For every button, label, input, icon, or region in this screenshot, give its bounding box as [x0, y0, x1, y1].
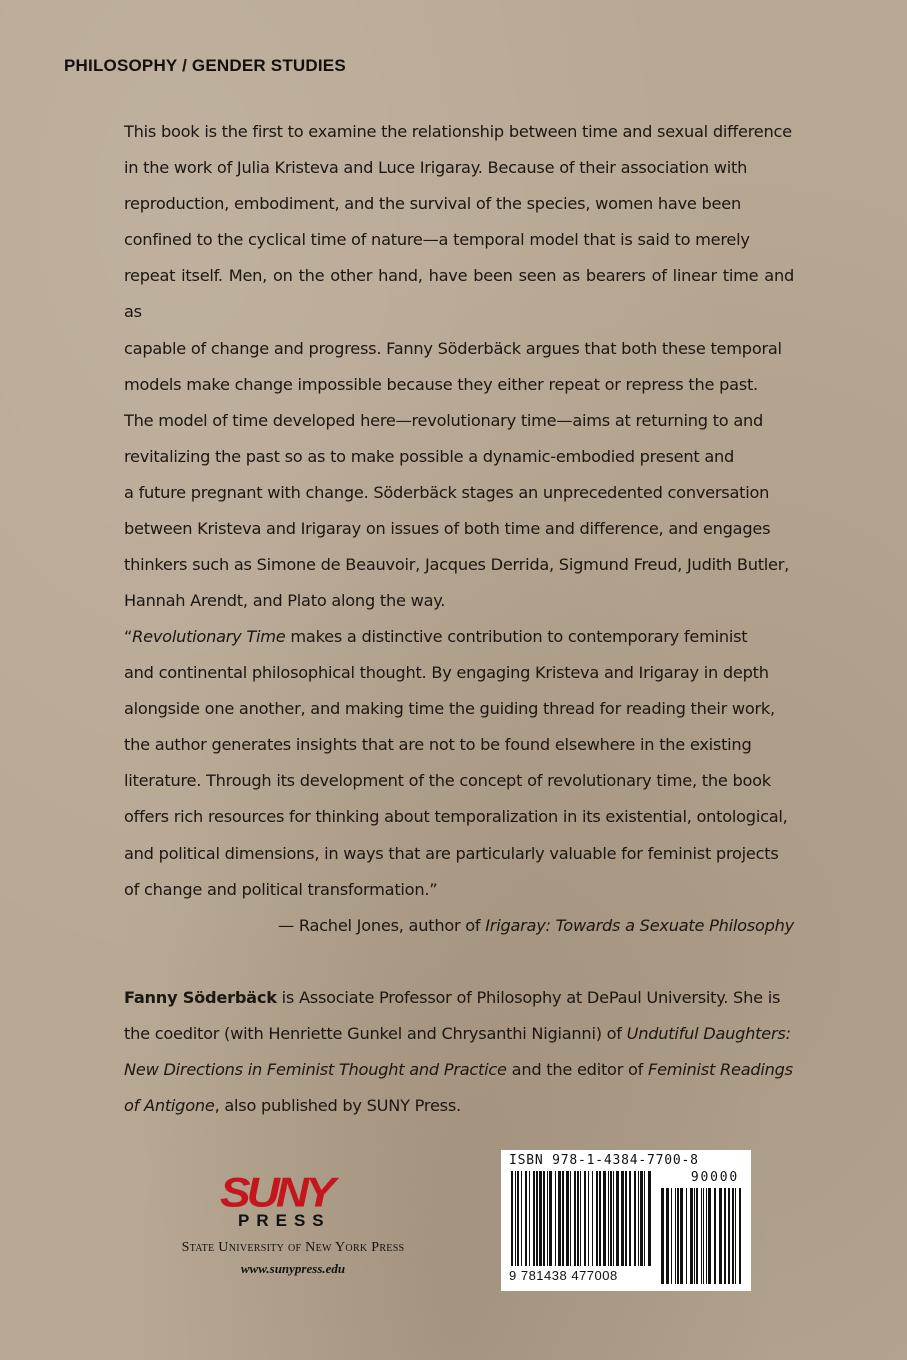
barcode-bar: [555, 1171, 556, 1266]
description-line: reproduction, embodiment, and the survival of the species, women have been: [124, 194, 741, 214]
press-logo-word: PRESS: [238, 1211, 331, 1230]
author-bio: [124, 980, 794, 1124]
description-line: confined to the cyclical time of nature—a temporal model that is said to merely: [124, 230, 750, 250]
bio-line: [124, 1088, 794, 1124]
description-line: repeat itself. Men, on the other hand, have been seen as bearers of linear time and as: [124, 266, 794, 322]
barcode-bar: [529, 1171, 530, 1266]
bio-line: [124, 1016, 794, 1052]
attribution-prefix: — Rachel Jones, author of: [278, 916, 486, 935]
barcode-bar: [680, 1188, 683, 1284]
description-line: Hannah Arendt, and Plato along the way.: [124, 591, 446, 611]
attribution-book-title: Irigaray: Towards a Sexuate Philosophy: [485, 916, 794, 935]
barcode-bar: [621, 1171, 624, 1266]
barcode-bar: [648, 1171, 651, 1266]
quote-line: and political dimensions, in ways that are particularly valuable for feminist projects: [124, 843, 779, 863]
quote-line: [124, 619, 794, 655]
barcode-bar: [533, 1171, 535, 1266]
barcode-bar: [558, 1171, 561, 1266]
bio-book-title: New Directions in Feminist Thought and Practice: [124, 1060, 507, 1080]
description-line: a future pregnant with change. Söderbäck stages an unprecedented conversation: [124, 482, 770, 502]
barcode-bar: [732, 1188, 734, 1284]
barcode-bar: [703, 1188, 704, 1284]
suny-press-logo: [158, 1168, 438, 1283]
quote-line-text: makes a distinctive contribution to contemporary feminist: [285, 627, 748, 646]
barcode-bar: [690, 1188, 693, 1284]
barcode-bar: [547, 1171, 548, 1266]
isbn-barcode: [501, 1150, 751, 1291]
quoted-book-title: Revolutionary Time: [132, 627, 286, 646]
barcode-bar: [536, 1171, 538, 1266]
barcode-bar: [708, 1188, 711, 1284]
barcode-bar: [675, 1188, 676, 1284]
barcode-bar: [549, 1171, 552, 1266]
description-line: thinkers such as Simone de Beauvoir, Jacques Derrida, Sigmund Freud, Judith Butler,: [124, 555, 790, 575]
barcode-bar: [696, 1188, 698, 1284]
bio-text: is Associate Professor of Philosophy at DePaul University. She is: [276, 988, 781, 1007]
barcode-bar: [701, 1188, 702, 1284]
author-name: Fanny Söderbäck: [124, 988, 277, 1007]
ean-bars: [511, 1171, 651, 1266]
bio-book-title: Undutiful Daughters:: [626, 1024, 791, 1044]
barcode-bar: [677, 1188, 679, 1284]
barcode-bar: [629, 1171, 631, 1266]
open-quote: “: [124, 627, 133, 646]
barcode-bar: [562, 1171, 564, 1266]
barcode-bar: [566, 1171, 569, 1266]
quote-attribution: [124, 908, 794, 944]
barcode-bar: [714, 1188, 716, 1284]
barcode-bar: [735, 1188, 736, 1284]
category-label: PHILOSOPHY / GENDER STUDIES: [64, 56, 346, 75]
barcode-bar: [666, 1188, 669, 1284]
barcode-bar: [608, 1171, 609, 1266]
publisher-website: www.sunypress.edu: [240, 1261, 346, 1276]
barcode-bar: [596, 1171, 598, 1266]
barcode-bar: [515, 1171, 516, 1266]
barcode-bar: [739, 1188, 741, 1284]
barcode-bar: [517, 1171, 519, 1266]
quote-line: of change and political transformation.”: [124, 879, 438, 899]
bio-book-title: of Antigone: [124, 1096, 215, 1116]
description-line: models make change impossible because they either repeat or repress the past.: [124, 374, 758, 394]
price-code: 90000: [690, 1170, 739, 1185]
isbn-number: ISBN 978-1-4384-7700-8: [509, 1153, 699, 1168]
bio-book-title: Feminist Readings: [648, 1060, 793, 1080]
barcode-bar: [616, 1171, 619, 1266]
barcode-bar: [610, 1171, 612, 1266]
barcode-bar: [577, 1171, 579, 1266]
quote-line: alongside one another, and making time the guiding thread for reading their work,: [124, 699, 775, 719]
endorsement-quote: [124, 619, 794, 908]
barcode-bar: [588, 1171, 589, 1266]
barcode-bar: [671, 1188, 672, 1284]
description-line: between Kristeva and Irigaray on issues of both time and difference, and engages: [124, 519, 771, 539]
barcode-bar: [640, 1171, 643, 1266]
description-line: The model of time developed here—revolutionary time—aims at returning to and: [124, 410, 764, 430]
barcode-bar: [603, 1171, 606, 1266]
barcode-bar: [644, 1171, 645, 1266]
bio-text: and the editor of: [506, 1060, 649, 1080]
barcode-bar: [728, 1188, 730, 1284]
barcode-bar: [584, 1171, 586, 1266]
suny-logo-word: SUNY: [220, 1168, 332, 1216]
barcode-bar: [543, 1171, 545, 1266]
bio-line: [124, 980, 794, 1016]
barcode-bar: [719, 1188, 722, 1284]
barcode-bar: [539, 1171, 542, 1266]
bio-line: [124, 1052, 794, 1088]
book-description: [124, 114, 794, 619]
barcode-bar: [625, 1171, 627, 1266]
barcode-bar: [724, 1188, 726, 1284]
barcode-bar: [661, 1188, 664, 1284]
barcode-bar: [638, 1171, 639, 1266]
barcode-bar: [580, 1171, 581, 1266]
description-line: capable of change and progress. Fanny Söderbäck argues that both these temporal: [124, 338, 782, 358]
barcode-digits: 9 781438 477008: [509, 1268, 618, 1283]
publisher-name: State University of New York Press: [181, 1240, 405, 1255]
barcode-bar: [570, 1171, 571, 1266]
barcode-bar: [599, 1171, 601, 1266]
quote-line: offers rich resources for thinking about temporalization in its existential, ontological,: [124, 807, 788, 827]
description-line: This book is the first to examine the relationship between time and sexual difference: [124, 122, 792, 141]
quote-line: and continental philosophical thought. By engaging Kristeva and Irigaray in depth: [124, 663, 769, 683]
description-line: revitalizing the past so as to make possible a dynamic-embodied present and: [124, 446, 735, 466]
barcode-bar: [706, 1188, 707, 1284]
barcode-bar: [634, 1171, 636, 1266]
quote-line: literature. Through its development of the concept of revolutionary time, the book: [124, 771, 771, 791]
bio-text: the coeditor (with Henriette Gunkel and Chrysanthi Nigianni) of: [124, 1024, 627, 1044]
barcode-bar: [694, 1188, 695, 1284]
addon-bars: [661, 1188, 741, 1284]
barcode-bar: [525, 1171, 527, 1266]
barcode-bar: [521, 1171, 522, 1266]
barcode-bar: [613, 1171, 614, 1266]
quote-line: the author generates insights that are not to be found elsewhere in the existing: [124, 735, 752, 755]
barcode-bar: [574, 1171, 576, 1266]
barcode-bar: [686, 1188, 687, 1284]
description-line: in the work of Julia Kristeva and Luce Irigaray. Because of their association with: [124, 158, 748, 178]
bio-text: , also published by SUNY Press.: [214, 1096, 461, 1116]
barcode-bar: [511, 1171, 513, 1266]
barcode-bar: [592, 1171, 593, 1266]
